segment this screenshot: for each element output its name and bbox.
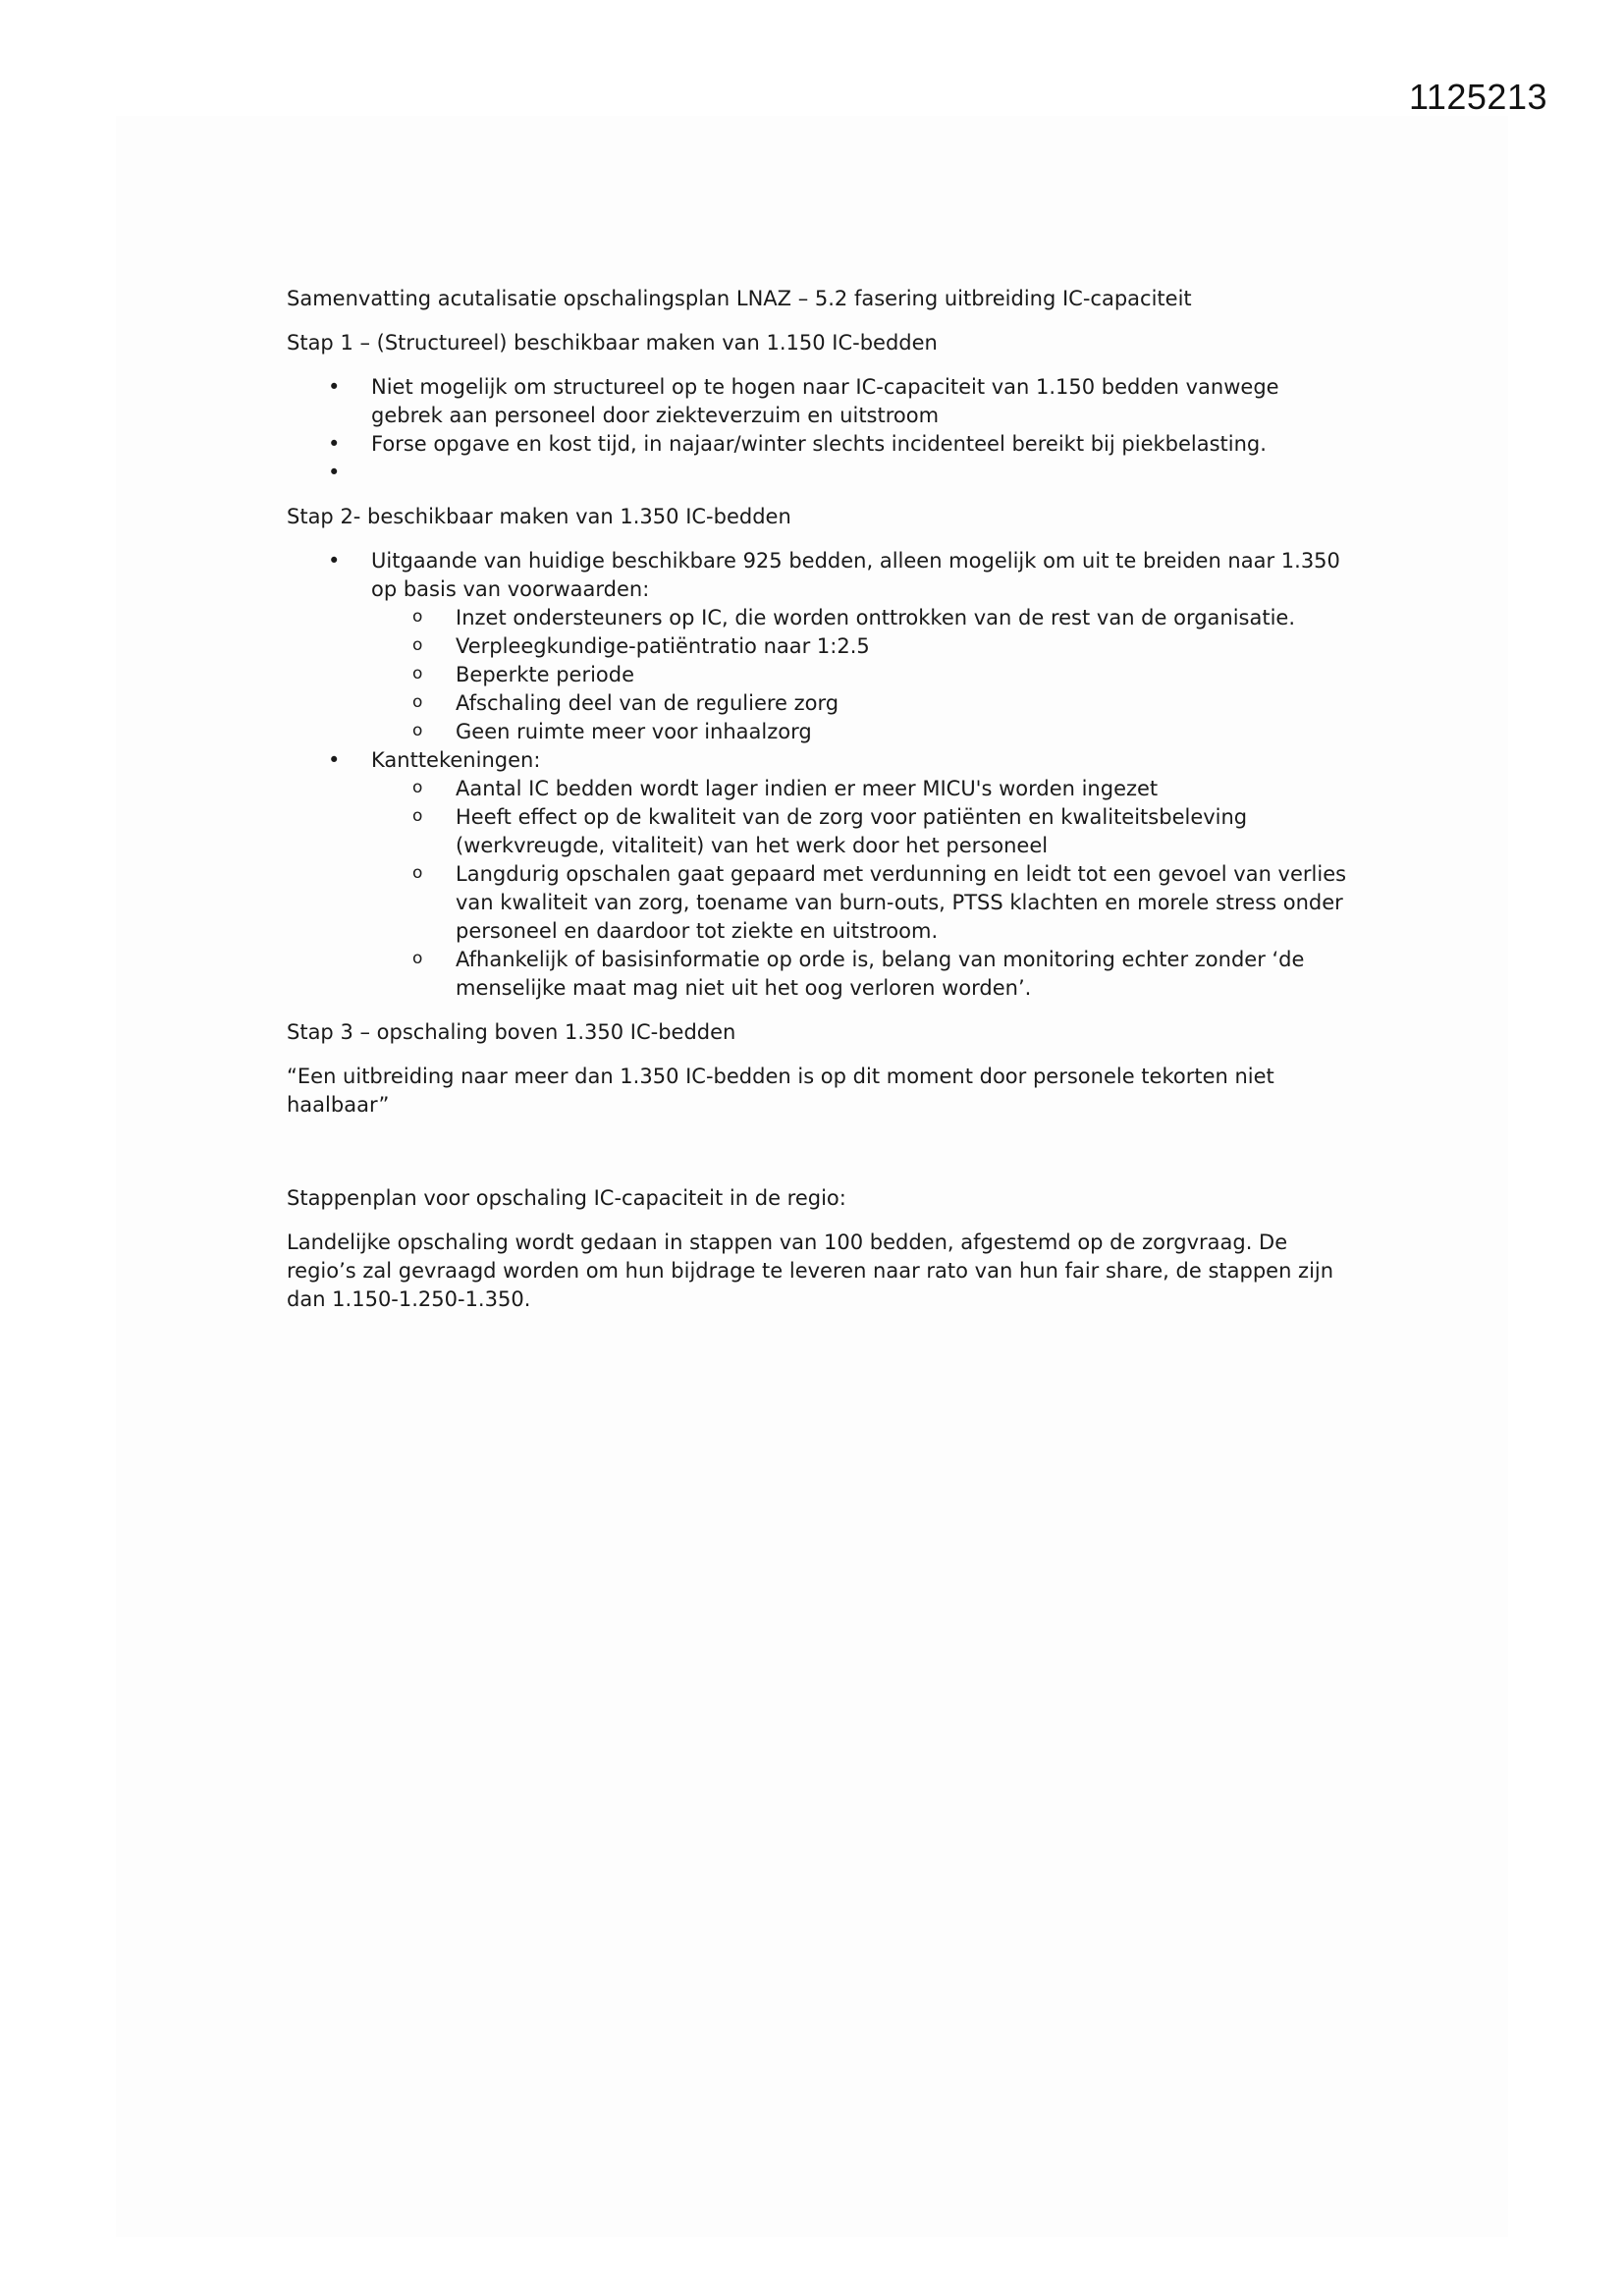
sub-list-item: o Afhankelijk of basisinformatie op orde is, belang van monitoring echter zonder ‘de menselijke maat mag niet uit het oog verloren worden’. (371, 946, 1357, 1003)
sub-list-item: o Verpleegkundige-patiëntratio naar 1:2.5 (371, 632, 1357, 661)
document-title: Samenvatting acutalisatie opschalingsplan LNAZ – 5.2 fasering uitbreiding IC-capaciteit (287, 287, 1192, 310)
step3-heading: Stap 3 – opschaling boven 1.350 IC-bedden (287, 1020, 736, 1044)
list-item (287, 547, 1357, 746)
step3-quote: “Een uitbreiding naar meer dan 1.350 IC-bedden is op dit moment door personele tekorten niet haalbaar” (287, 1065, 1274, 1117)
list-item (287, 746, 1357, 1003)
list-item: • Forse opgave en kost tijd, in najaar/winter slechts incidenteel bereikt bij piekbelasting. (287, 430, 1357, 459)
spacer (287, 1135, 1357, 1184)
regional-heading: Stappenplan voor opschaling IC-capaciteit in de regio: (287, 1186, 846, 1210)
step2-heading: Stap 2- beschikbaar maken van 1.350 IC-bedden (287, 505, 791, 528)
document-body (287, 285, 1357, 1330)
regional-text: Landelijke opschaling wordt gedaan in stappen van 100 bedden, afgestemd op de zorgvraag. De regio’s zal gevraagd worden om hun bijdrage te leveren naar rato van hun fair share, de stappen zijn dan 1.150-1.250-1.350. (287, 1230, 1334, 1311)
sub-list-item: o Afschaling deel van de reguliere zorg (371, 689, 1357, 718)
sub-list-item: o Beperkte periode (371, 661, 1357, 689)
bullet-text: Uitgaande van huidige beschikbare 925 bedden, alleen mogelijk om uit te breiden naar 1.350 op basis van voorwaarden: (371, 549, 1340, 601)
step1-heading: Stap 1 – (Structureel) beschikbaar maken van 1.150 IC-bedden (287, 331, 938, 355)
list-item-empty (287, 459, 1357, 487)
sub-list-item: o Aantal IC bedden wordt lager indien er meer MICU's worden ingezet (371, 775, 1357, 803)
list-item: • Niet mogelijk om structureel op te hogen naar IC-capaciteit van 1.150 bedden vanwege gebrek aan personeel door ziekteverzuim en uitstroom (287, 373, 1357, 430)
sub-list-item: o Langdurig opschalen gaat gepaard met verdunning en leidt tot een gevoel van verlies van kwaliteit van zorg, toename van burn-outs, PTSS klachten en morele stress onder personeel en daardoor tot ziekte en uitstroom. (371, 860, 1357, 946)
sub-list (371, 775, 1357, 1003)
step1-bullet-list (287, 373, 1357, 487)
document-number: 1125213 (1409, 77, 1547, 117)
step2-bullet-list (287, 547, 1357, 1003)
bullet-text: Kanttekeningen: (371, 748, 541, 772)
sub-list (371, 604, 1357, 746)
sub-list-item: o Inzet ondersteuners op IC, die worden onttrokken van de rest van de organisatie. (371, 604, 1357, 632)
sub-list-item: o Heeft effect op de kwaliteit van de zorg voor patiënten en kwaliteitsbeleving (werkvreugde, vitaliteit) van het werk door het personeel (371, 803, 1357, 860)
sub-list-item: o Geen ruimte meer voor inhaalzorg (371, 718, 1357, 746)
